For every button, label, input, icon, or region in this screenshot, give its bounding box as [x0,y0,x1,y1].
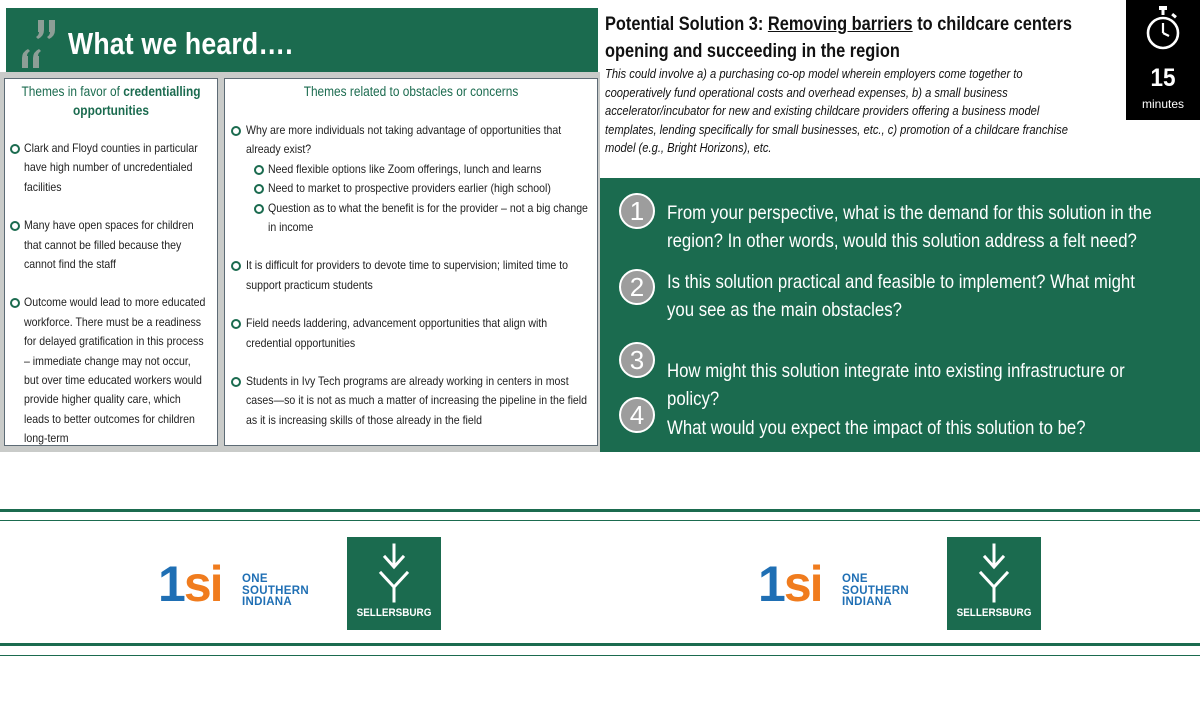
question-number-badge: 3 [619,342,655,378]
bullet-ring-icon [254,165,264,175]
sub-list-item [246,179,598,198]
slide-title: What we heard…. [68,26,293,61]
list-item [5,293,218,446]
sellersburg-logo [347,537,441,630]
one-southern-indiana-logo [158,556,328,616]
logo-mark-one: 1 [158,556,184,612]
list-item-text: It is difficult for providers to devote time to supervision; limited time to support practicum students [246,258,569,292]
logo-word-line1: ONE [242,573,268,585]
logo-1si-mark [158,556,222,612]
list-item-text: Field needs laddering, advancement opportunities that align with credential opportunities [246,316,548,350]
stopwatch-icon [1145,6,1181,52]
solution-description: This could involve a) a purchasing co-op model wherein employers come together to cooperatively fund operational costs and overhead expenses, b) a small business accelerator/incubator for new and existing childcare providers offering a business model templates, lending specifically for small businesses, etc., c) promotion of a childcare franchise model (e.g., Bright Horizons), etc. [605,66,1068,156]
favor-panel-heading [18,79,205,120]
timer-number: 15 [1150,64,1176,92]
solution-title [605,11,1092,65]
obstacles-list [225,121,598,446]
logo-word-line3: INDIANA [242,596,293,608]
logo-1si-mark [758,556,822,612]
solution-title-prefix: Potential Solution 3: [605,13,768,35]
left-header [0,0,600,72]
sub-list-item [246,160,598,179]
left-header-bar [6,8,598,72]
sub-list [246,160,598,238]
question-number-badge: 1 [619,193,655,229]
list-item-text: Clark and Floyd counties in particular have high number of uncredentialed facilities [24,141,198,194]
obstacles-panel-heading: Themes related to obstacles or concerns [303,84,519,99]
question-text: What would you expect the impact of this solution to be? [667,417,1086,439]
list-item-text: Outcome would lead to more educated workforce. There must be a readiness for delayed gratification in this process – immediate change may not occur, but over time educated workers would provide higher quality care, which leads to better outcomes for children long-term [24,295,206,446]
timer-box [1126,0,1200,120]
list-item [225,121,598,237]
logo-1si-words [242,574,309,609]
sub-list-item-text: Need flexible options like Zoom offerings, lunch and learns [268,161,542,176]
bullet-ring-icon [231,261,241,271]
sellersburg-logo [947,537,1041,630]
question-text: Is this solution practical and feasible to implement? What might you see as the main obstacles? [667,271,1135,321]
logo-word-line2: SOUTHERN [242,584,309,597]
sub-list-item-text: Question as to what the benefit is for the provider – not a big change in income [268,200,588,235]
list-item [225,372,598,430]
bullet-ring-icon [10,144,20,154]
list-item [5,139,218,197]
list-item-text: Students in Ivy Tech programs are already working in centers in most cases—so it is not as much a matter of increasing the pipeline in the field as it is increasing skills of those already in the field [246,374,588,427]
sellersburg-mark-icon [371,543,417,603]
favor-list [5,139,218,446]
logo-word-line2: SOUTHERN [842,584,909,597]
one-southern-indiana-logo [758,556,928,616]
bullet-ring-icon [231,377,241,387]
sub-list-item-text: Need to market to prospective providers earlier (high school) [268,181,551,196]
list-item [5,216,218,274]
logo-mark-one: 1 [758,556,784,612]
sellersburg-label: SELLERSBURG [956,607,1032,619]
list-item [225,314,598,353]
logo-mark-si: si [183,556,222,612]
bullet-ring-icon [10,221,20,231]
question-number-badge: 4 [619,397,655,433]
question-text: From your perspective, what is the demand for this solution in the region? In other words, would this solution address a felt need? [667,202,1152,252]
timer-unit: minutes [1141,97,1185,111]
footer-rule-top-thin [0,520,1200,521]
favor-panel [4,78,218,446]
logo-word-line1: ONE [842,573,868,585]
sub-list-item [246,199,598,238]
logo-mark-si: si [783,556,822,612]
list-item-text: Why are more individuals not taking advantage of opportunities that already exist? [246,123,562,157]
list-item [225,256,598,295]
sellersburg-label: SELLERSBURG [356,607,432,619]
solution-title-suffix: to childcare centers opening and succeeding in the region [605,13,1072,62]
favor-heading-bold: credentialling opportunities [73,84,201,118]
footer-rule-bottom-thin [0,655,1200,656]
obstacles-panel [224,78,598,446]
footer-rule-bottom-thick [0,643,1200,646]
question-text: How might this solution integrate into existing infrastructure or policy? [667,360,1125,410]
bullet-ring-icon [231,319,241,329]
favor-heading-prefix: Themes in favor of [21,84,124,99]
sellersburg-mark-icon [971,543,1017,603]
right-slide [600,0,1200,452]
solution-title-underlined: Removing barriers [767,13,913,35]
bullet-ring-icon [231,126,241,136]
logo-1si-words [842,574,909,609]
questions-panel [600,178,1200,452]
footer-rule-top-thick [0,509,1200,512]
logo-word-line3: INDIANA [842,596,893,608]
quote-icon [18,16,62,72]
bullet-ring-icon [254,184,264,194]
bullet-ring-icon [10,298,20,308]
question-number-badge: 2 [619,269,655,305]
bullet-ring-icon [254,204,264,214]
list-item-text: Many have open spaces for children that cannot be filled because they cannot find the staff [24,218,194,272]
left-slide [0,0,600,452]
